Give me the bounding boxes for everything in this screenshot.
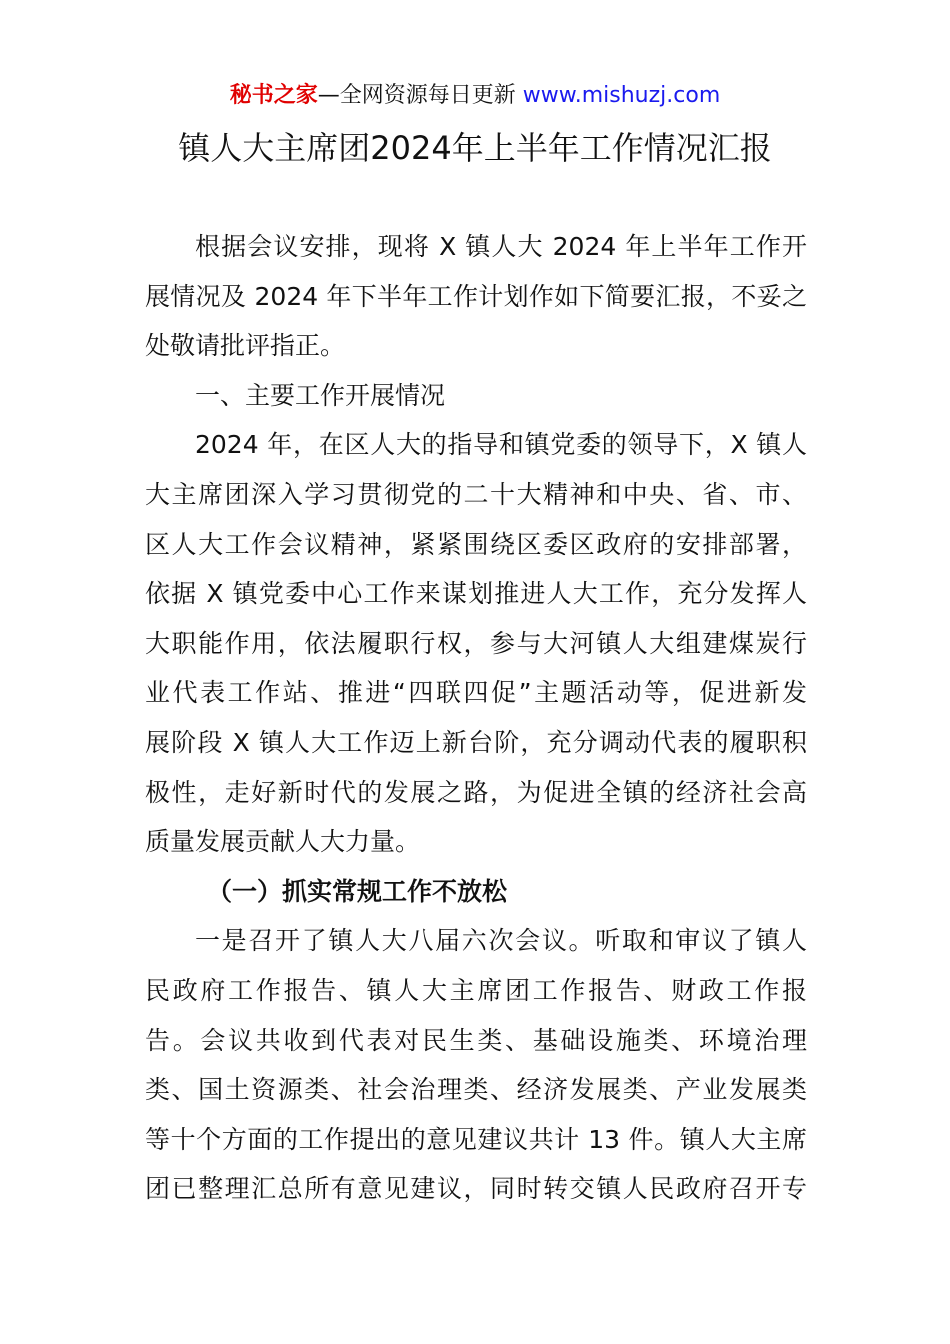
paragraph-line: 等十个方面的工作提出的意见建议共计 13 件。镇人大主席 xyxy=(145,1124,807,1154)
paragraph-line: 告。会议共收到代表对民生类、基础设施类、环境治理 xyxy=(145,1025,807,1055)
paragraph-line: 大职能作用，依法履职行权，参与大河镇人大组建煤炭行 xyxy=(145,628,807,658)
subsection-heading: （一）抓实常规工作不放松 xyxy=(207,876,508,906)
paragraph-line: 类、国土资源类、社会治理类、经济发展类、产业发展类 xyxy=(145,1075,807,1105)
paragraph-line: 区人大工作会议精神，紧紧围绕区委区政府的安排部署， xyxy=(145,529,807,559)
document-body xyxy=(145,222,807,1214)
paragraph-line: 质量发展贡献人大力量。 xyxy=(145,827,421,857)
paragraph-line: 大主席团深入学习贯彻党的二十大精神和中央、省、市、 xyxy=(145,479,807,509)
site-banner xyxy=(0,80,950,112)
paragraph-line: 展阶段 X 镇人大工作迈上新台阶，充分调动代表的履职积 xyxy=(145,727,807,757)
paragraph-line: 一是召开了镇人大八届六次会议。听取和审议了镇人 xyxy=(195,926,807,956)
site-tagline: —全网资源每日更新 xyxy=(317,83,516,108)
paragraph-line: 处敬请批评指正。 xyxy=(145,331,346,361)
site-url-link[interactable]: www.mishuzj.com xyxy=(522,83,721,108)
document-title: 镇人大主席团2024年上半年工作情况汇报 xyxy=(178,129,772,167)
section-heading: 一、主要工作开展情况 xyxy=(195,380,446,410)
paragraph-line: 展情况及 2024 年下半年工作计划作如下简要汇报，不妥之 xyxy=(145,281,807,311)
paragraph-line: 业代表工作站、推进“四联四促”主题活动等，促进新发 xyxy=(145,678,807,708)
paragraph-line: 极性，走好新时代的发展之路，为促进全镇的经济社会高 xyxy=(145,777,807,807)
paragraph-line: 民政府工作报告、镇人大主席团工作报告、财政工作报 xyxy=(145,975,807,1005)
paragraph-line: 团已整理汇总所有意见建议，同时转交镇人民政府召开专 xyxy=(145,1174,807,1204)
paragraph-line: 依据 X 镇党委中心工作来谋划推进人大工作，充分发挥人 xyxy=(145,579,807,609)
paragraph-line: 根据会议安排，现将 X 镇人大 2024 年上半年工作开 xyxy=(195,232,807,261)
paragraph-line: 2024 年，在区人大的指导和镇党委的领导下，X 镇人 xyxy=(195,430,807,460)
site-name: 秘书之家 xyxy=(229,83,318,108)
